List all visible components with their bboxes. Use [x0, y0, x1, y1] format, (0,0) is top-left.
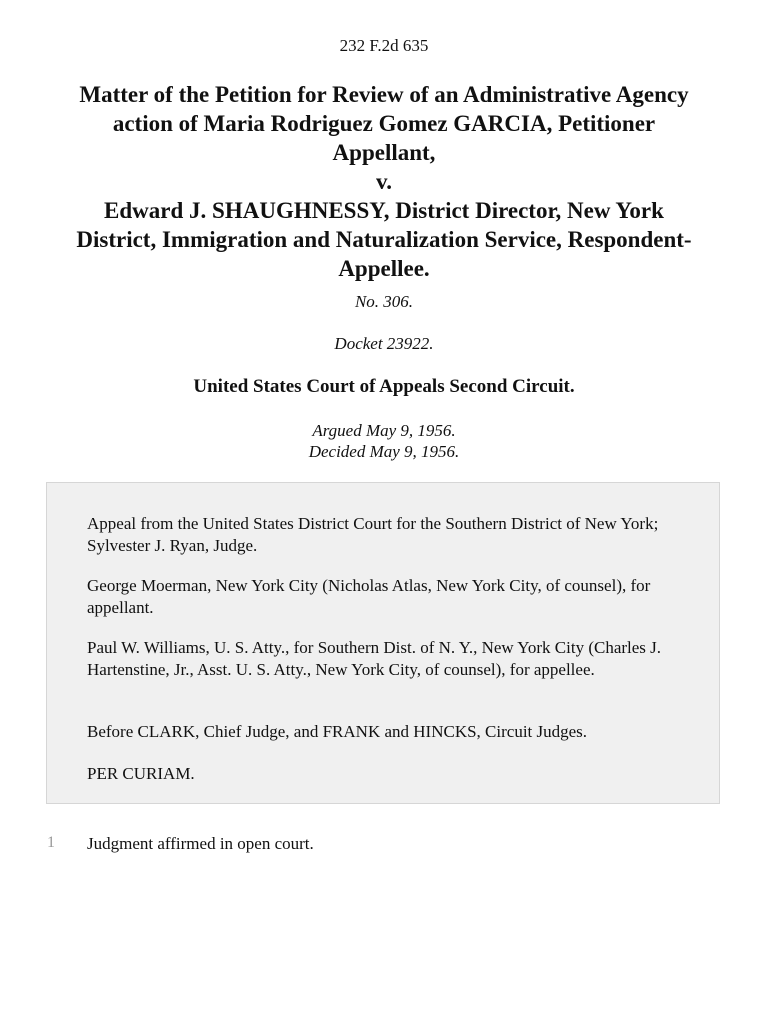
appeal-statement: Appeal from the United States District Court for the Southern District of New York; Sylvester J. Ryan, Judge.: [87, 514, 659, 555]
title-line: Matter of the Petition for Review of an Administrative Agency: [79, 82, 689, 107]
appellee-counsel: Paul W. Williams, U. S. Atty., for Southern Dist. of N. Y., New York City (Charles J. Hartenstine, Jr., Asst. U. S. Atty., New York City, of counsel), for appellee.: [87, 638, 662, 679]
title-line: Edward J. SHAUGHNESSY, District Director, New York: [104, 198, 664, 223]
case-citation: 232 F.2d 635: [339, 36, 429, 55]
panel-judges: Before CLARK, Chief Judge, and FRANK and HINCKS, Circuit Judges.: [87, 722, 588, 741]
case-dates: [0, 420, 768, 462]
per-curiam: PER CURIAM.: [87, 764, 195, 783]
paragraph-number: 1: [47, 834, 55, 851]
court-name: United States Court of Appeals Second Circuit.: [193, 376, 575, 397]
title-line: District, Immigration and Naturalization Service, Respondent-: [76, 227, 692, 252]
appellant-counsel: George Moerman, New York City (Nicholas Atlas, New York City, of counsel), for appellant.: [87, 576, 651, 617]
case-header-box: [46, 482, 720, 804]
argued-date: Argued May 9, 1956.: [312, 421, 456, 440]
title-line: Appellant,: [332, 140, 436, 165]
paragraph-text: Judgment affirmed in open court.: [87, 834, 314, 853]
case-number: No. 306.: [354, 292, 414, 311]
title-line: Appellee.: [338, 256, 430, 281]
title-line: action of Maria Rodriguez Gomez GARCIA, Petitioner: [112, 111, 656, 136]
title-line: v.: [376, 169, 392, 194]
docket-number: Docket 23922.: [334, 334, 434, 353]
decided-date: Decided May 9, 1956.: [308, 442, 460, 461]
case-title: [40, 80, 728, 283]
